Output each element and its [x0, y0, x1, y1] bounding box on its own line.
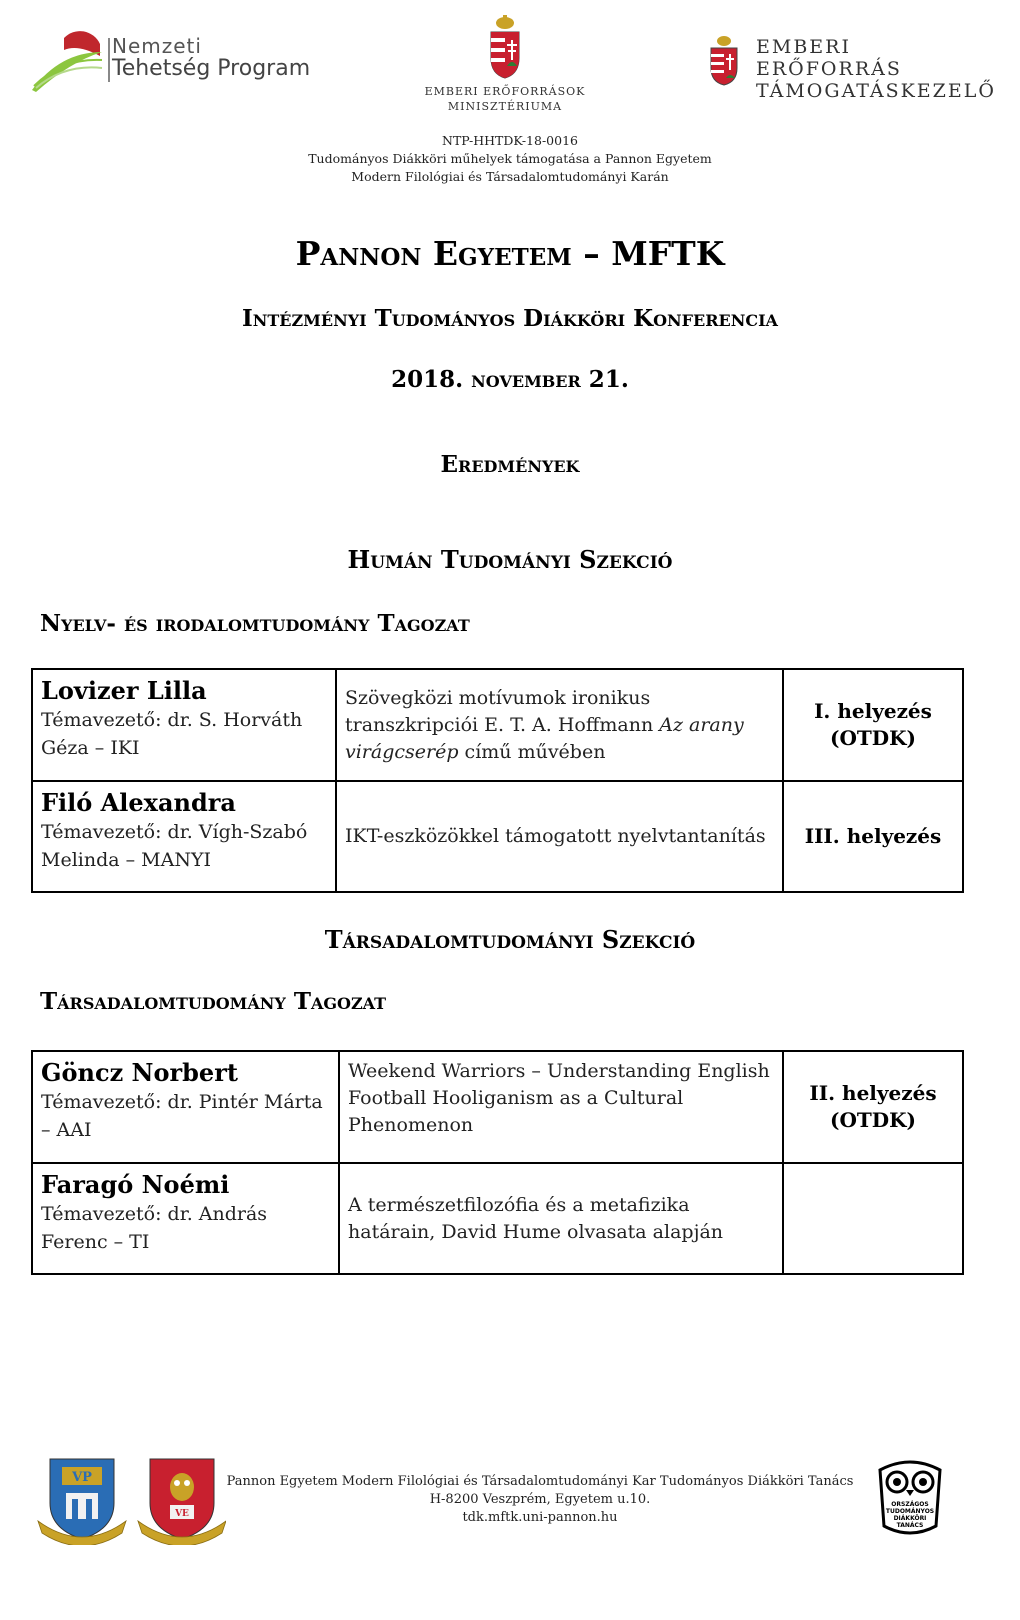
emet-name-line2: TÁMOGATÁSKEZELŐ: [756, 80, 996, 102]
placement: II. helyezés: [809, 1081, 937, 1105]
advisor: Témavezető: dr. András Ferenc – TI: [41, 1203, 268, 1253]
crest2-letters: VE: [175, 1509, 189, 1519]
placement-cell: [783, 781, 963, 892]
otdk-line2: TUDOMÁNYOS: [885, 1508, 935, 1515]
footer-line2: H-8200 Veszprém, Egyetem u.10.: [429, 1492, 651, 1507]
results-table-social: [31, 1050, 964, 1275]
results-heading: Eredmények: [440, 451, 580, 478]
otdk-line1: ORSZÁGOS: [891, 1501, 929, 1508]
division-title-social: Társadalomtudomány Tagozat: [40, 988, 387, 1015]
ntp-name-line1: Nemzeti: [112, 34, 202, 58]
student-name: Lovizer Lilla: [41, 676, 207, 705]
placement-note: (OTDK): [830, 726, 916, 750]
placement-note: (OTDK): [830, 1108, 916, 1132]
paper-title: A természetfilozófia és a metafizika határain, David Hume olvasata alapján: [348, 1193, 724, 1243]
owl-icon: [870, 1456, 950, 1540]
project-line1: Tudományos Diákköri műhelyek támogatása a Pannon Egyetem: [308, 151, 712, 166]
paper-title: Weekend Warriors – Understanding English Football Hooliganism as a Cultural Phenomenon: [348, 1060, 770, 1136]
paper-title-italic: Az arany virágcserép: [345, 713, 744, 763]
emmi-name-line1: EMBERI ERŐFORRÁSOK: [424, 85, 586, 98]
ntp-logo: [30, 30, 320, 100]
placement-cell: [783, 669, 963, 781]
results-table-human: [31, 668, 964, 893]
page-title: Pannon Egyetem – MFTK: [295, 234, 725, 273]
conference-title: Intézményi Tudományos Diákköri Konferencia: [242, 305, 778, 332]
advisor: Témavezető: dr. Vígh-Szabó Melinda – MANYI: [41, 821, 308, 871]
footer-address: [200, 1473, 880, 1527]
table-row: [32, 669, 963, 781]
paper-title-cell: [339, 1051, 783, 1163]
hungarian-crest-icon: [487, 14, 523, 80]
otdk-line3: DIÁKKÖRI: [893, 1515, 927, 1522]
university-crest-icon: [36, 1455, 226, 1545]
paper-title-end: című művében: [458, 740, 606, 763]
footer-line1: Pannon Egyetem Modern Filológiai és Társadalomtudományi Kar Tudományos Diákköri Tanács: [226, 1474, 854, 1489]
table-row: [32, 1051, 963, 1163]
student-cell: [32, 1163, 339, 1274]
emmi-name-line2: MINISZTÉRIUMA: [447, 100, 563, 113]
advisor: Témavezető: dr. Pintér Márta – AAI: [41, 1091, 323, 1141]
student-name: Göncz Norbert: [41, 1058, 238, 1087]
student-cell: [32, 1051, 339, 1163]
placement-cell: [783, 1163, 963, 1274]
ntp-name-line2: Tehetség Program: [112, 56, 311, 81]
faculty-crests: [36, 1455, 226, 1545]
ntp-divider: [108, 38, 110, 82]
section-title-social: Társadalomtudományi Szekció: [324, 925, 696, 954]
table-row: [32, 1163, 963, 1274]
hungarian-crest-small-icon: [708, 34, 740, 86]
student-name: Faragó Noémi: [41, 1170, 230, 1199]
student-cell: [32, 669, 336, 781]
placement: III. helyezés: [804, 824, 942, 848]
student-cell: [32, 781, 336, 892]
section-title-human: Humán Tudományi Szekció: [347, 545, 673, 574]
advisor: Témavezető: dr. S. Horváth Géza – IKI: [41, 709, 303, 759]
ntp-swoosh-icon: [30, 30, 110, 94]
paper-title-cell: [339, 1163, 783, 1274]
project-code: NTP-HHTDK-18-0016: [442, 133, 578, 148]
footer-website: tdk.mftk.uni-pannon.hu: [462, 1510, 618, 1525]
table-row: [32, 781, 963, 892]
project-line2: Modern Filológiai és Társadalomtudományi Karán: [351, 169, 669, 184]
conference-date: 2018. november 21.: [391, 366, 629, 393]
paper-title: Szövegközi motívumok ironikus transzkripciói E. T. A. Hoffmann: [345, 686, 660, 736]
emet-logo: [708, 32, 998, 102]
crest1-letters: VP: [72, 1470, 92, 1485]
emmi-logo: [420, 14, 590, 124]
emet-name-line1: EMBERI ERŐFORRÁS: [756, 36, 902, 80]
otdk-logo: [870, 1456, 950, 1540]
project-info: [0, 132, 1020, 186]
paper-title-cell: [336, 781, 783, 892]
otdk-line4: TANÁCS: [896, 1522, 924, 1529]
paper-title: IKT-eszközökkel támogatott nyelvtantanítás: [345, 825, 766, 847]
placement: I. helyezés: [814, 699, 932, 723]
division-title-linguistics: Nyelv- és irodalomtudomány Tagozat: [40, 610, 470, 637]
placement-cell: [783, 1051, 963, 1163]
paper-title-cell: [336, 669, 783, 781]
student-name: Filó Alexandra: [41, 788, 236, 817]
